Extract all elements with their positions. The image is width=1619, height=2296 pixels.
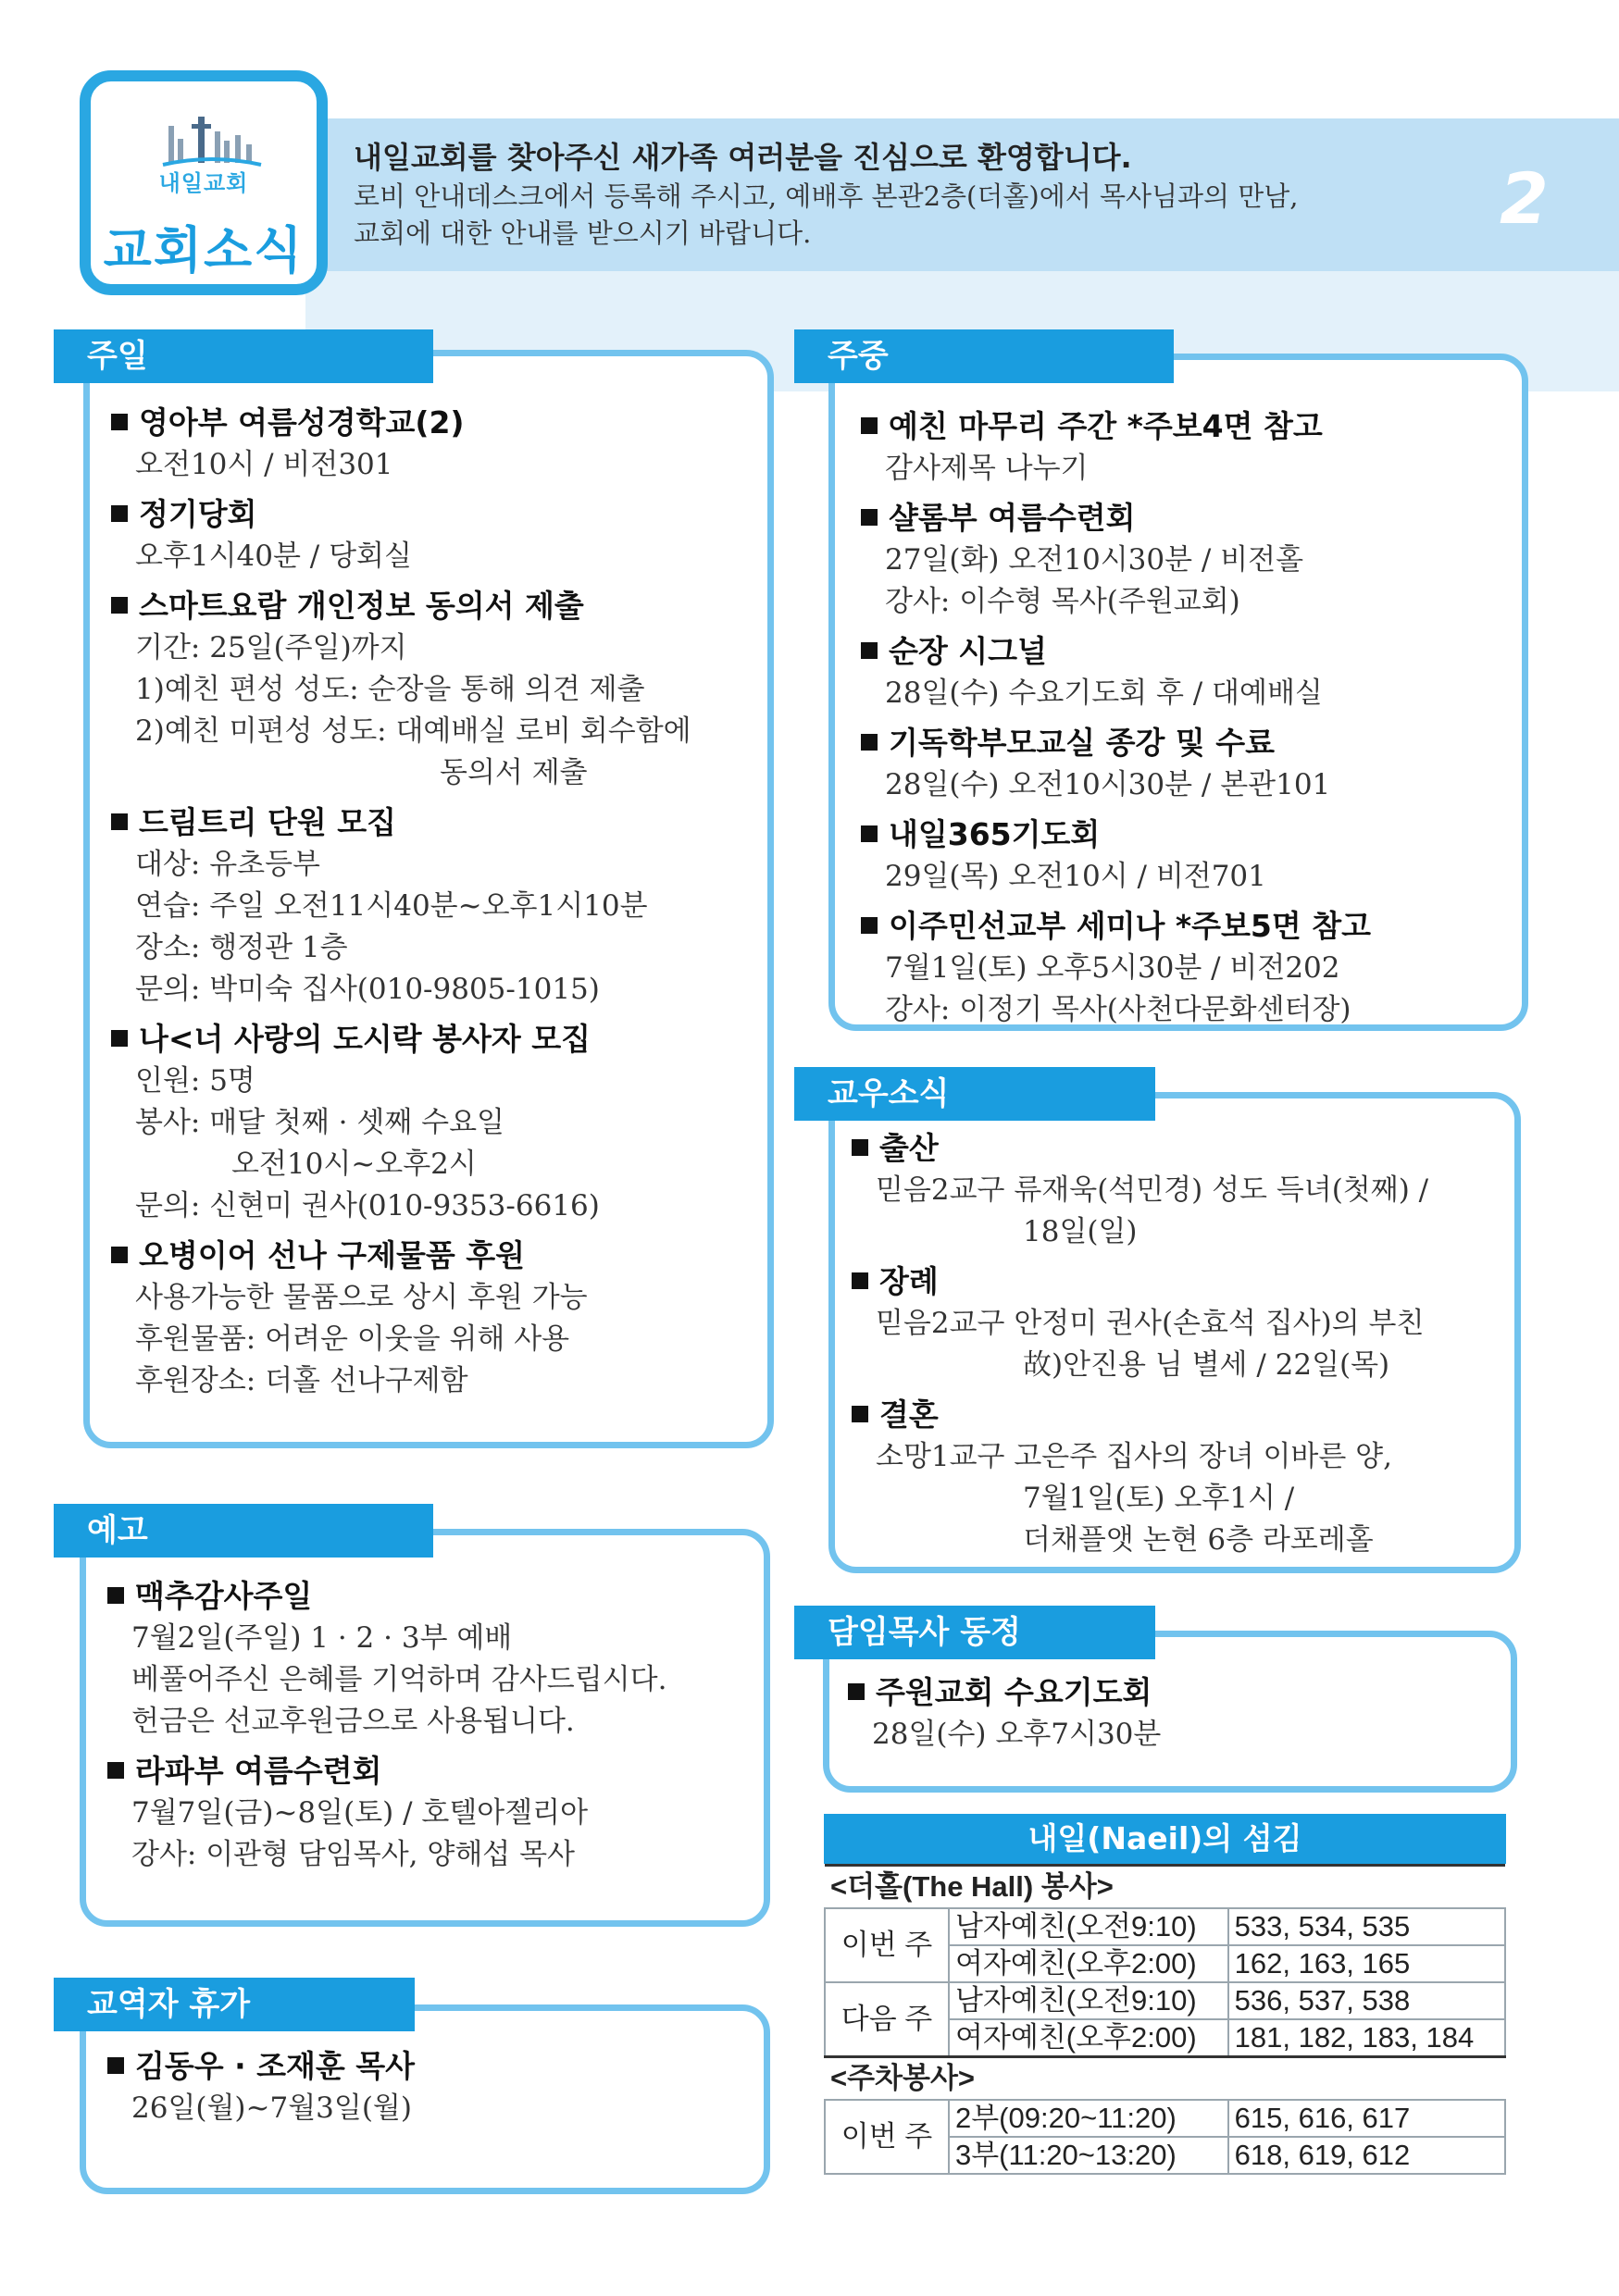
item-line: 오전10시~오후2시 [231,1148,477,1181]
list-item [861,405,1371,490]
item-line: 28일(수) 오후7시30분 [872,1718,1162,1751]
item-title: 기독학부모교실 종강 및 수료 [861,722,1371,764]
list-item [852,1127,1428,1253]
item-title: 나<너 사랑의 도시락 봉사자 모집 [111,1018,691,1061]
welcome-line: 교회에 대한 안내를 받으시기 바랍니다. [354,217,812,249]
item-line: 27일(화) 오전10시30분 / 비전홀 [885,543,1304,577]
list-item [861,630,1371,714]
item-title: 스마트요람 개인정보 동의서 제출 [111,585,691,627]
group-cell: 2부(09:20~11:20) [949,2100,1228,2137]
notice-title: 예고 [54,1504,433,1558]
item-line: 1)예친 편성 성도: 순장을 통해 의견 제출 [135,673,645,706]
members-title: 교우소식 [794,1067,1155,1121]
square-bullet-icon [861,417,878,434]
item-line: 봉사: 매달 첫째 · 셋째 수요일 [135,1106,504,1139]
welcome-heading: 내일교회를 찾아주신 새가족 여러분을 진심으로 환영합니다. [354,140,1132,175]
item-title: 오병이어 선나 구제물품 후원 [111,1235,691,1277]
item-line: 오전10시 / 비전301 [135,448,393,481]
square-bullet-icon [111,1247,128,1263]
square-bullet-icon [107,2057,124,2074]
item-line: 28일(수) 오전10시30분 / 본관101 [885,768,1331,801]
square-bullet-icon [111,505,128,522]
service-table [824,1864,1506,2175]
list-item [107,1575,666,1743]
list-item [852,1394,1428,1561]
logo-box [80,70,328,295]
square-bullet-icon [852,1406,868,1422]
group-cell: 남자예친(오전9:10) [949,1908,1228,1945]
item-line: 7월1일(토) 오후5시30분 / 비전202 [885,951,1340,985]
weekday-title: 주중 [794,329,1174,383]
group-cell: 여자예친(오후2:00) [949,1945,1228,1982]
list-item [111,1018,691,1227]
square-bullet-icon [861,509,878,526]
numbers-cell: 162, 163, 165 [1228,1945,1505,1982]
welcome-message [354,137,1418,252]
list-item [111,402,691,486]
vacation-title: 교역자 휴가 [54,1978,415,2031]
item-line: 믿음2교구 안정미 권사(손효석 집사)의 부친 [876,1307,1425,1340]
square-bullet-icon [852,1272,868,1289]
item-line: 베풀어주신 은혜를 기억하며 감사드립시다. [131,1663,667,1696]
logo-name: 내일교회 [158,170,249,196]
item-line: 인원: 5명 [135,1064,255,1098]
sunday-items [111,402,691,1402]
service-table-title: 내일(Naeil)의 섬김 [824,1814,1506,1864]
pastor-title: 담임목사 동정 [794,1606,1155,1659]
square-bullet-icon [111,813,128,830]
table-row [825,1908,1505,1945]
square-bullet-icon [848,1683,865,1700]
square-bullet-icon [861,642,878,659]
item-title: 정기당회 [111,493,691,536]
square-bullet-icon [107,1762,124,1779]
item-title: 샬롬부 여름수련회 [861,497,1371,540]
item-title: 순장 시그널 [861,630,1371,673]
item-title: 예친 마무리 주간 *주보4면 참고 [861,405,1371,448]
members-items [852,1127,1428,1561]
item-line: 강사: 이정기 목사(사천다문화센터장) [885,993,1351,1026]
item-line: 대상: 유초등부 [135,848,320,881]
list-item [861,813,1371,898]
item-line: 강사: 이관형 담임목사, 양해섭 목사 [131,1838,575,1871]
item-line: 문의: 신현미 권사(010-9353-6616) [135,1189,600,1222]
item-line: 28일(수) 수요기도회 후 / 대예배실 [885,676,1323,710]
item-title: 맥추감사주일 [107,1575,666,1618]
table-row [825,2057,1505,2101]
welcome-body [354,178,1418,252]
hall-group-label: <더홀(The Hall) 봉사> [825,1866,1505,1909]
list-item [852,1260,1428,1386]
table-row [825,1982,1505,2019]
numbers-cell: 615, 616, 617 [1228,2100,1505,2137]
numbers-cell: 618, 619, 612 [1228,2137,1505,2174]
parking-group-label: <주차봉사> [825,2057,1505,2101]
item-line: 감사제목 나누기 [885,452,1089,485]
list-item [107,2045,415,2129]
square-bullet-icon [107,1587,124,1604]
item-line: 기간: 25일(주일)까지 [135,631,407,664]
list-item [111,585,691,794]
table-row [825,2100,1505,2137]
item-title: 주원교회 수요기도회 [848,1671,1161,1714]
group-cell: 3부(11:20~13:20) [949,2137,1228,2174]
sunday-title: 주일 [54,329,433,383]
list-item [107,1750,666,1876]
list-item [861,497,1371,623]
welcome-line: 로비 안내데스크에서 등록해 주시고, 예배후 본관2층(더홀)에서 목사님과의 만남, [354,180,1299,212]
week-cell: 다음 주 [825,1982,949,2057]
item-line: 더채플앳 논현 6층 라포레홀 [1023,1523,1374,1557]
item-line: 2)예친 미편성 성도: 대예배실 로비 회수함에 [135,714,691,748]
item-line: 소망1교구 고은주 집사의 장녀 이바른 양, [876,1440,1392,1473]
item-line: 26일(월)~7월3일(월) [131,2091,412,2125]
numbers-cell: 536, 537, 538 [1228,1982,1505,2019]
list-item [111,1235,691,1402]
pastor-items [848,1671,1161,1756]
group-cell: 남자예친(오전9:10) [949,1982,1228,2019]
square-bullet-icon [111,414,128,430]
week-cell: 이번 주 [825,2100,949,2174]
item-title: 이주민선교부 세미나 *주보5면 참고 [861,905,1371,948]
table-row [825,1866,1505,1909]
square-bullet-icon [852,1139,868,1156]
item-title: 내일365기도회 [861,813,1371,856]
vacation-items [107,2045,415,2129]
list-item [861,905,1371,1031]
notice-items [107,1575,666,1876]
square-bullet-icon [861,917,878,934]
square-bullet-icon [111,597,128,614]
item-line: 오후1시40분 / 당회실 [135,540,412,573]
item-title: 김동우 · 조재훈 목사 [107,2045,415,2088]
item-line: 사용가능한 물품으로 상시 후원 가능 [135,1281,588,1314]
item-title: 장례 [852,1260,1428,1303]
list-item [848,1671,1161,1756]
item-line: 후원장소: 더홀 선나구제함 [135,1364,468,1397]
item-line: 장소: 행정관 1층 [135,931,348,964]
item-line: 믿음2교구 류재욱(석민경) 성도 득녀(첫째) / [876,1173,1429,1207]
item-line: 연습: 주일 오전11시40분~오후1시10분 [135,889,648,923]
week-cell: 이번 주 [825,1908,949,1982]
weekday-items [861,405,1371,1031]
square-bullet-icon [861,825,878,842]
group-cell: 여자예친(오후2:00) [949,2019,1228,2057]
item-line: 강사: 이수형 목사(주원교회) [885,585,1240,618]
item-line: 故)안진용 님 별세 / 22일(목) [1023,1348,1390,1382]
square-bullet-icon [111,1030,128,1047]
item-line: 후원물품: 어려운 이웃을 위해 사용 [135,1322,570,1356]
item-line: 7월1일(토) 오후1시 / [1023,1482,1295,1515]
item-title: 출산 [852,1127,1428,1170]
section-title: 교회소식 [103,221,305,279]
item-title: 드림트리 단원 모집 [111,801,691,844]
square-bullet-icon [861,734,878,751]
list-item [111,801,691,1011]
list-item [861,722,1371,806]
list-item [111,493,691,577]
item-line: 헌금은 선교후원금으로 사용됩니다. [131,1705,575,1738]
item-title: 영아부 여름성경학교(2) [111,402,691,444]
item-line: 문의: 박미숙 집사(010-9805-1015) [135,973,600,1006]
item-line: 7월7일(금)~8일(토) / 호텔아젤리아 [131,1796,589,1830]
item-line: 7월2일(주일) 1 · 2 · 3부 예배 [131,1621,513,1655]
item-line: 18일(일) [1023,1215,1138,1248]
numbers-cell: 181, 182, 183, 184 [1228,2019,1505,2057]
page-number: 2 [1500,157,1549,240]
numbers-cell: 533, 534, 535 [1228,1908,1505,1945]
item-title: 결혼 [852,1394,1428,1436]
item-title: 라파부 여름수련회 [107,1750,666,1793]
item-line: 29일(목) 오전10시 / 비전701 [885,860,1266,893]
item-line: 동의서 제출 [440,756,588,789]
